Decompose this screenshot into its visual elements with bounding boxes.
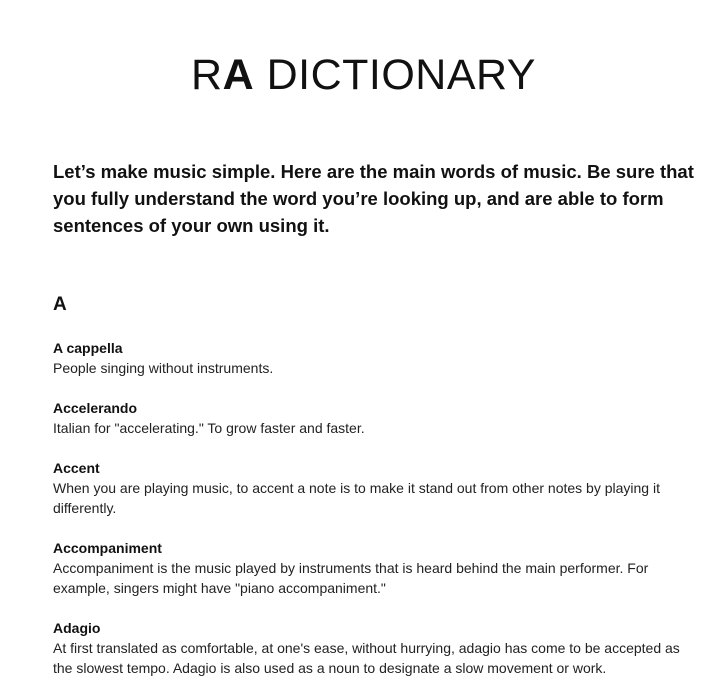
title-part-r: R (191, 51, 223, 99)
list-item (53, 398, 693, 438)
intro-paragraph: Let’s make music simple. Here are the main words of music. Be sure that you fully understand the word you’re looking up, and are able to form sentences of your own using it. (53, 161, 694, 236)
list-item (53, 618, 693, 678)
list-item (53, 538, 693, 598)
list-item (53, 458, 693, 518)
entry-term: Accent (53, 460, 100, 476)
entry-term: Accelerando (53, 400, 138, 416)
entry-definition: Accompaniment is the music played by instruments that is heard behind the main performer. For example, singers might have "piano accompaniment." (53, 560, 649, 596)
entry-term: Accompaniment (53, 540, 162, 556)
entry-term: A cappella (53, 340, 123, 356)
entries-list (53, 338, 693, 698)
entry-definition: Italian for "accelerating." To grow faster and faster. (53, 420, 365, 436)
entry-term: Adagio (53, 620, 101, 636)
title-part-a: A (222, 51, 255, 99)
list-item (53, 338, 693, 378)
entry-definition: At first translated as comfortable, at one's ease, without hurrying, adagio has come to be accepted as the slowest tempo. Adagio is also used as a noun to designate a slow movement or work. (53, 640, 680, 676)
title-part-dictionary: DICTIONARY (254, 51, 536, 99)
entry-definition: People singing without instruments. (53, 360, 274, 376)
section-letter-heading: A (53, 294, 67, 315)
entry-definition: When you are playing music, to accent a note is to make it stand out from other notes by playing it differently. (53, 480, 660, 516)
page-title (0, 50, 727, 100)
